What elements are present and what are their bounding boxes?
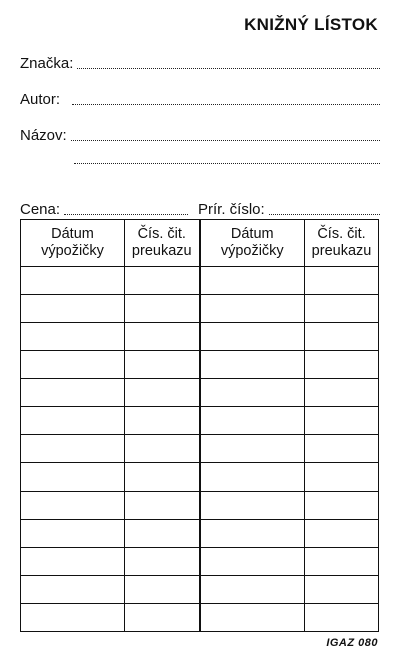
column-header-reader-card-1 xyxy=(125,220,200,267)
form-code: IGAZ 080 xyxy=(326,637,378,649)
table-cell xyxy=(200,323,305,351)
prir-cislo-field xyxy=(198,201,380,218)
table-cell xyxy=(200,295,305,323)
table-cell xyxy=(305,267,379,295)
table-cell xyxy=(200,519,305,547)
table-cell xyxy=(305,351,379,379)
table-row xyxy=(21,379,379,407)
column-header-line: preukazu xyxy=(311,243,372,259)
column-header-line: Dátum xyxy=(230,226,274,242)
znacka-label: Značka: xyxy=(20,55,74,72)
table-cell xyxy=(305,295,379,323)
table-cell xyxy=(200,603,305,631)
table-cell xyxy=(21,463,125,491)
znacka-field xyxy=(20,55,380,72)
card-title: KNIŽNÝ LÍSTOK xyxy=(244,15,378,34)
cena-field xyxy=(20,201,188,218)
table-cell xyxy=(200,575,305,603)
table-cell xyxy=(125,603,200,631)
table-cell xyxy=(125,351,200,379)
table-row xyxy=(21,295,379,323)
cena-label: Cena: xyxy=(20,201,61,218)
table-cell xyxy=(21,435,125,463)
table-cell xyxy=(21,351,125,379)
table-cell xyxy=(305,435,379,463)
table-row xyxy=(21,435,379,463)
column-header-loan-date-1 xyxy=(21,220,125,267)
table-row xyxy=(21,407,379,435)
column-header-reader-card-2 xyxy=(305,220,379,267)
table-cell xyxy=(305,575,379,603)
table-row xyxy=(21,351,379,379)
table-cell xyxy=(200,491,305,519)
table-cell xyxy=(125,267,200,295)
nazov-dotted-line xyxy=(71,140,380,141)
table-cell xyxy=(125,323,200,351)
column-header-line: Čís. čit. xyxy=(317,226,366,242)
table-cell xyxy=(21,407,125,435)
table-cell xyxy=(125,575,200,603)
autor-label: Autor: xyxy=(20,91,61,108)
table-cell xyxy=(125,491,200,519)
table-cell xyxy=(21,519,125,547)
table-cell xyxy=(200,379,305,407)
table-cell xyxy=(200,547,305,575)
table-cell xyxy=(200,267,305,295)
table-cell xyxy=(305,463,379,491)
table-row xyxy=(21,519,379,547)
table-row xyxy=(21,575,379,603)
column-header-line: výpožičky xyxy=(220,243,284,259)
table-cell xyxy=(125,407,200,435)
prir-cislo-dotted-line xyxy=(269,214,380,215)
column-header-line: preukazu xyxy=(131,243,192,259)
cena-dotted-line xyxy=(64,214,188,215)
table-cell xyxy=(305,547,379,575)
table-cell xyxy=(200,463,305,491)
loan-table-header xyxy=(21,220,379,267)
table-cell xyxy=(125,463,200,491)
table-cell xyxy=(305,603,379,631)
loan-table xyxy=(20,219,379,632)
autor-field xyxy=(20,91,380,108)
table-cell xyxy=(21,547,125,575)
table-cell xyxy=(305,491,379,519)
table-cell xyxy=(21,267,125,295)
table-row xyxy=(21,267,379,295)
table-cell xyxy=(21,379,125,407)
nazov-continuation-field xyxy=(74,163,380,167)
table-cell xyxy=(21,603,125,631)
column-header-loan-date-2 xyxy=(200,220,305,267)
table-cell xyxy=(21,575,125,603)
column-header-line: Čís. čit. xyxy=(137,226,186,242)
table-row xyxy=(21,463,379,491)
autor-dotted-line xyxy=(72,104,380,105)
table-cell xyxy=(125,435,200,463)
table-row xyxy=(21,323,379,351)
table-cell xyxy=(125,547,200,575)
column-header-line: Dátum xyxy=(51,226,94,242)
table-cell xyxy=(200,407,305,435)
table-cell xyxy=(305,519,379,547)
table-cell xyxy=(21,323,125,351)
loan-table-body xyxy=(21,267,379,632)
table-row xyxy=(21,491,379,519)
nazov-label: Názov: xyxy=(20,127,67,144)
table-cell xyxy=(21,295,125,323)
table-row xyxy=(21,547,379,575)
table-cell xyxy=(200,435,305,463)
table-cell xyxy=(200,351,305,379)
table-cell xyxy=(305,379,379,407)
nazov-field xyxy=(20,127,380,144)
prir-cislo-label: Prír. číslo: xyxy=(198,201,265,218)
table-cell xyxy=(125,519,200,547)
table-cell xyxy=(305,407,379,435)
table-cell xyxy=(21,491,125,519)
table-cell xyxy=(125,295,200,323)
nazov-continuation-dotted-line xyxy=(74,163,380,164)
table-row xyxy=(21,603,379,631)
znacka-dotted-line xyxy=(77,68,380,69)
table-cell xyxy=(305,323,379,351)
table-cell xyxy=(125,379,200,407)
column-header-line: výpožičky xyxy=(41,243,104,259)
